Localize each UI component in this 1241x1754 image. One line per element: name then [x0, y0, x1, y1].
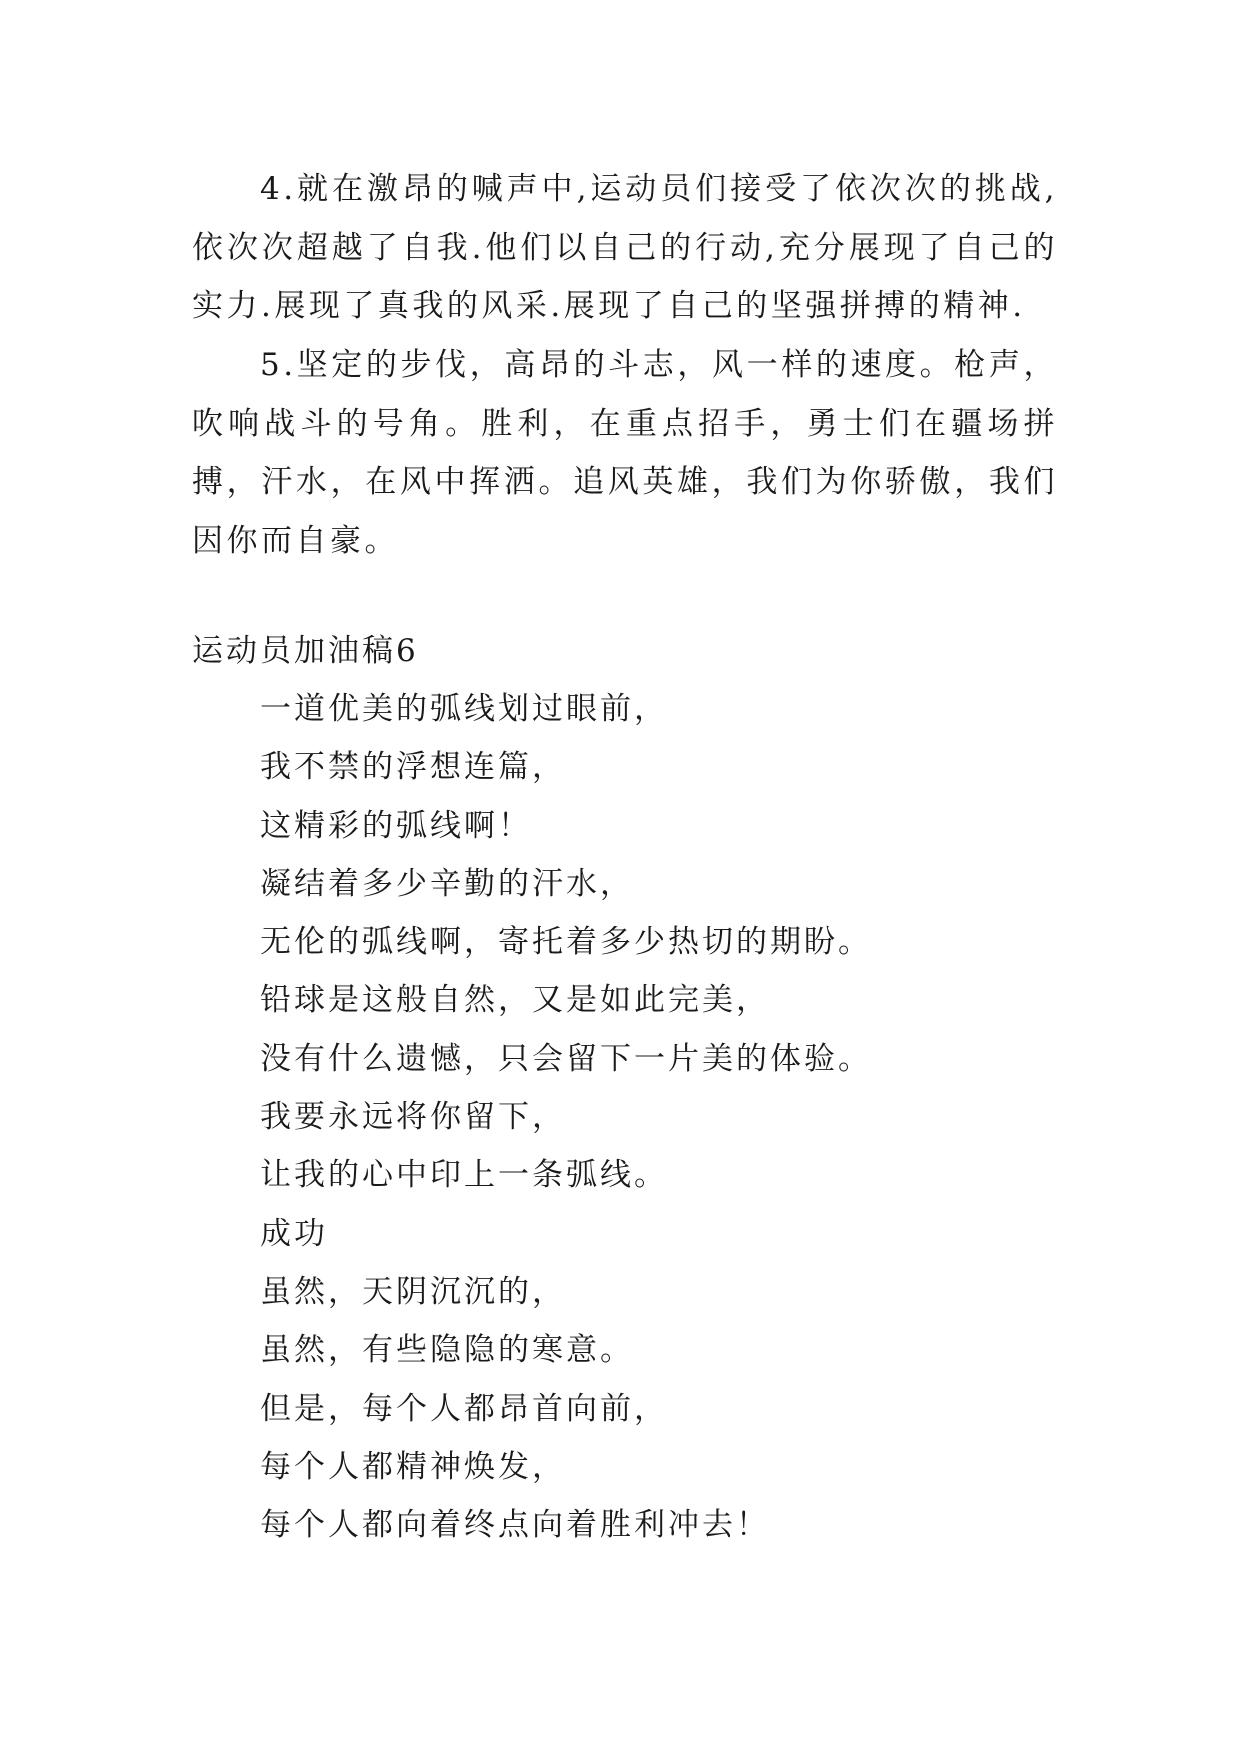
poem — [260, 680, 872, 1554]
poem-line: 我不禁的浮想连篇， — [260, 749, 566, 786]
poem-subtitle: 成功 — [260, 1215, 328, 1252]
poem-line: 每个人都向着终点向着胜利冲去！ — [260, 1507, 770, 1544]
section-title: 运动员加油稿6 — [192, 633, 419, 669]
poem-line: 没有什么遗憾，只会留下一片美的体验。 — [260, 1040, 872, 1077]
poem-line: 让我的心中印上一条弧线。 — [260, 1157, 668, 1194]
paragraph-5: 5.坚定的步伐，高昂的斗志，风一样的速度。枪声，吹响战斗的号角。胜利，在重点招手，勇士们在疆场拼搏，汗水，在风中挥洒。追风英雄，我们为你骄傲，我们因你而自豪。 — [192, 347, 1058, 559]
poem-line: 我要永远将你留下， — [260, 1099, 566, 1136]
poem-line: 铅球是这般自然，又是如此完美， — [260, 982, 770, 1019]
poem-line: 这精彩的弧线啊！ — [260, 807, 532, 844]
poem-line: 虽然，天阴沉沉的， — [260, 1273, 566, 1310]
poem-line: 一道优美的弧线划过眼前， — [260, 691, 668, 727]
poem-line: 但是，每个人都昂首向前， — [260, 1390, 668, 1427]
poem-line: 凝结着多少辛勤的汗水， — [260, 865, 634, 902]
poem-line: 每个人都精神焕发， — [260, 1448, 566, 1485]
poem-line: 虽然，有些隐隐的寒意。 — [260, 1332, 634, 1369]
poem-line: 无伦的弧线啊，寄托着多少热切的期盼。 — [260, 924, 872, 961]
paragraph-4: 4.就在激昂的喊声中,运动员们接受了依次次的挑战,依次次超越了自我.他们以自己的行动,充分展现了自己的实力.展现了真我的风采.展现了自己的坚强拼搏的精神. — [192, 171, 1058, 324]
